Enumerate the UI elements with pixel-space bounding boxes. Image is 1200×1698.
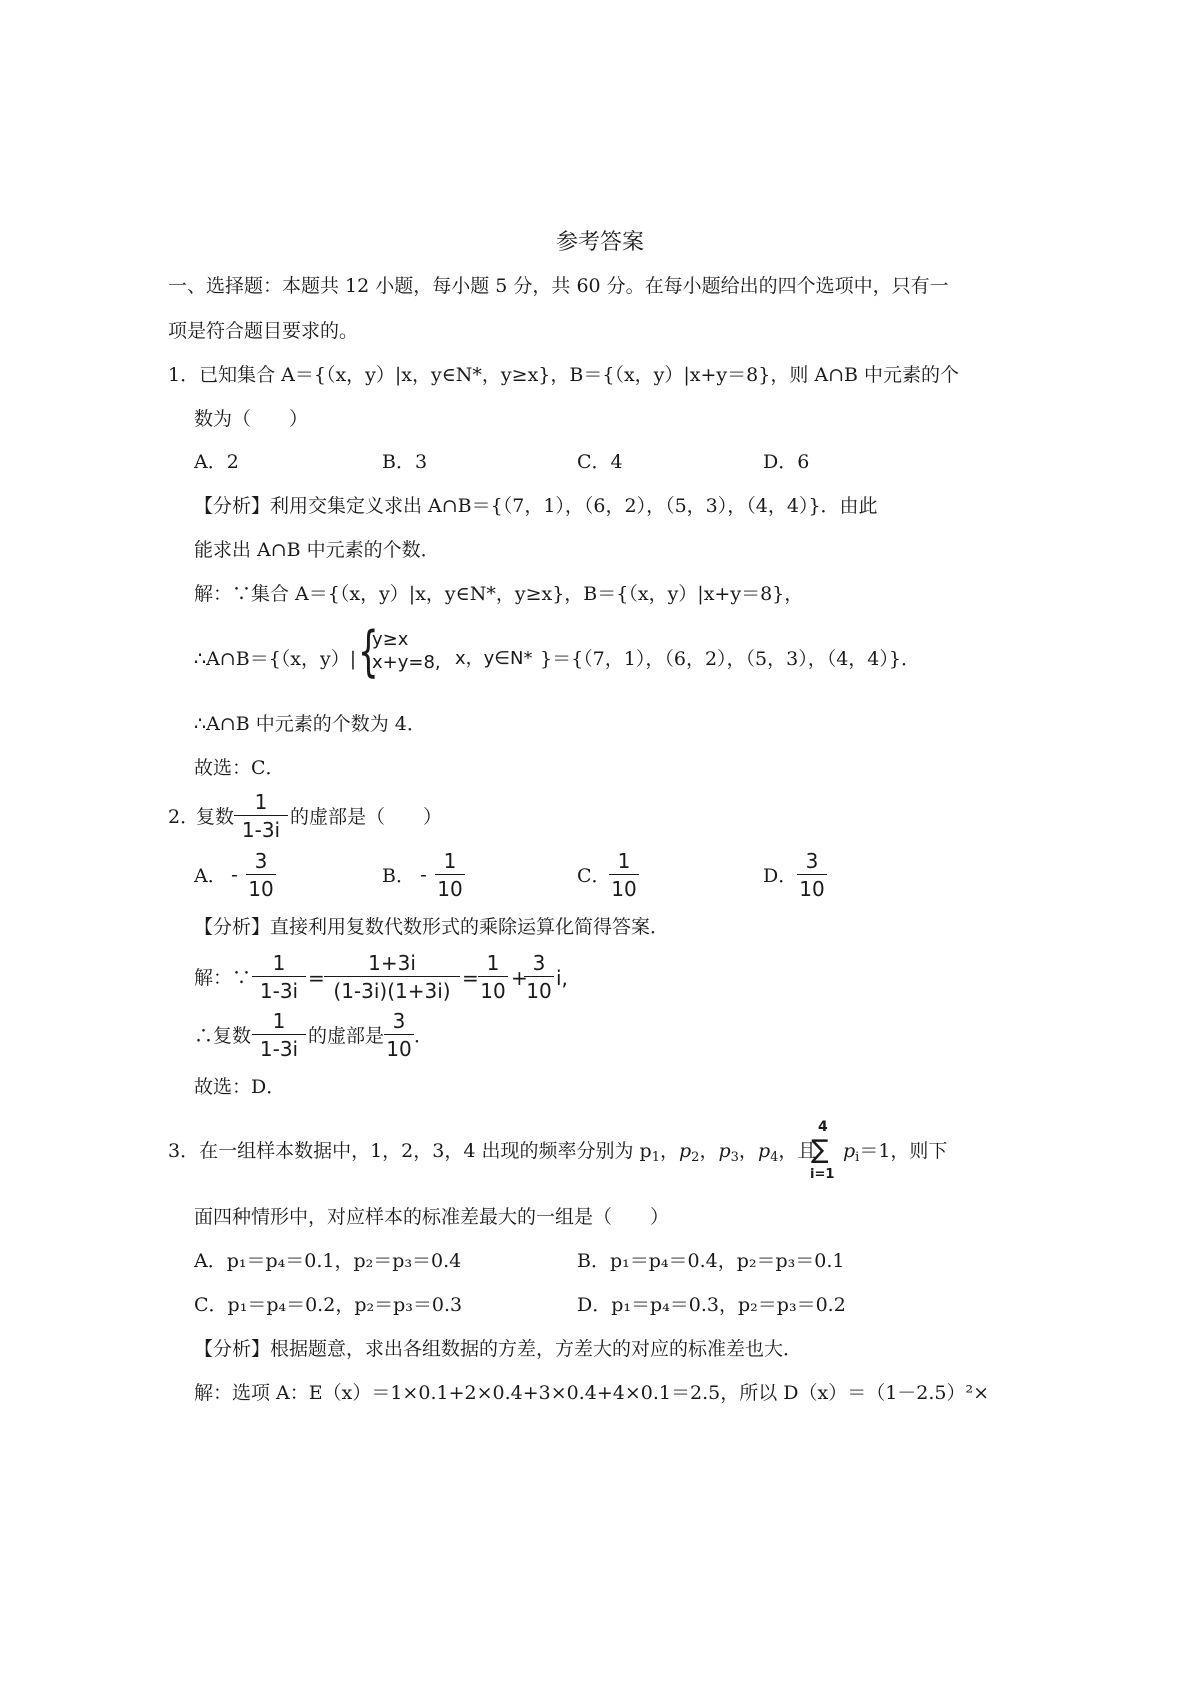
question-1-analysis-line2: 能求出 A∩B 中元素的个数． [194, 539, 440, 561]
equals-sign-1: = [308, 966, 325, 990]
question-2-option-a-sign: - [231, 864, 238, 886]
question-3-option-d: D．p₁＝p₄＝0.3，p₂＝p₃＝0.2 [577, 1294, 846, 1316]
system-bottom: x+y=8, [372, 651, 441, 673]
question-2-stem-prefix: 复数 [196, 806, 235, 828]
question-2-option-d-fraction: 3 10 [797, 851, 827, 899]
question-3-analysis: 【分析】根据题意，求出各组数据的方差，方差大的对应的标准差也大． [194, 1338, 803, 1360]
question-3-number: 3． [168, 1140, 200, 1162]
question-1-stem-line2: 数为（ ） [194, 408, 309, 430]
left-brace-icon: { [358, 620, 379, 683]
question-2-option-a-label: A． [194, 865, 227, 887]
imaginary-unit: i, [556, 966, 568, 990]
summation-lower-limit: i=1 [810, 1167, 835, 1182]
question-1-analysis-line1: 【分析】利用交集定义求出 A∩B＝{（7，1），（6，2），（5，3），（4，4）}．由此 [194, 495, 878, 517]
question-2-stem-fraction: 1 1-3i [234, 792, 288, 840]
question-3-stem-line1-end: $p_i=1$，则下 [843, 1140, 948, 1165]
question-3-stem-line2: 面四种情形中，对应样本的标准差最大的一组是（ ） [194, 1206, 670, 1228]
question-2-option-c-label: C． [577, 865, 611, 887]
question-3-stem-line1: 3．在一组样本数据中，1，2，3，4 出现的频率分别为 $p_1$，$p_2$，$p_3$，$p_4$，且 [168, 1140, 817, 1165]
page-title: 参考答案 [556, 230, 645, 255]
question-2-answer: 故选：D． [194, 1076, 286, 1098]
question-1-option-c: C．4 [577, 451, 623, 473]
section-header-line1: 一、选择题：本题共 12 小题，每小题 5 分，共 60 分。在每小题给出的四个选项中，只有一 [168, 275, 949, 297]
section-header-line2: 项是符合题目要求的。 [168, 320, 359, 342]
question-2-analysis: 【分析】直接利用复数代数形式的乘除运算化简得答案． [194, 916, 670, 938]
question-2-solution-line2-mid: 的虚部是 [308, 1025, 385, 1047]
question-2-stem-suffix: 的虚部是（ ） [290, 806, 443, 828]
question-2-option-a-fraction: 3 10 [246, 851, 276, 899]
solution-fraction-2: 1+3i (1-3i)(1+3i) [324, 953, 460, 1001]
question-3-solution: 解：选项 A：E（x）＝1×0.1+2×0.4+3×0.4+4×0.1＝2.5，所以 D（x）＝（1－2.5）²× [194, 1382, 990, 1404]
question-2-number: 2． [168, 806, 200, 828]
question-1-stem-line1: 1．已知集合 A＝{（x，y）|x，y∈N*，y≥x}，B＝{（x，y）|x+y＝8}，则 A∩B 中元素的个 [168, 364, 960, 386]
question-2-option-b-label: B． [382, 865, 415, 887]
solution-fraction-6: 3 10 [384, 1011, 414, 1059]
equals-sign-2: = [462, 966, 479, 990]
system-top: y≥x [372, 629, 409, 650]
question-1-solution-line3: ∴A∩B 中元素的个数为 4． [194, 713, 426, 735]
question-3-option-a: A．p₁＝p₄＝0.1，p₂＝p₃＝0.4 [194, 1250, 462, 1272]
question-2-option-b-fraction: 1 10 [435, 851, 465, 899]
question-1-option-b: B．3 [382, 451, 428, 473]
question-2-option-b-sign: - [420, 864, 427, 886]
solution-fraction-4: 3 10 [524, 953, 554, 1001]
question-3-option-c: C．p₁＝p₄＝0.2，p₂＝p₃＝0.3 [194, 1294, 463, 1316]
question-2-solution-line2-end: ． [414, 1025, 434, 1047]
question-2-solution-line2-prefix: ∴复数 [194, 1025, 252, 1047]
plus-sign: + [511, 966, 528, 990]
question-3-option-b: B．p₁＝p₄＝0.4，p₂＝p₃＝0.1 [577, 1250, 845, 1272]
inequality-system [372, 629, 441, 674]
solution-fraction-5: 1 1-3i [252, 1011, 306, 1059]
summation-icon: ∑ [811, 1135, 829, 1165]
question-2-option-d-label: D． [763, 865, 798, 887]
solution-fraction-1: 1 1-3i [252, 953, 306, 1001]
question-1-solution-line1: 解：∵集合 A＝{（x，y）|x，y∈N*，y≥x}，B＝{（x，y）|x+y＝8}， [194, 583, 804, 605]
question-2-option-c-fraction: 1 10 [609, 851, 639, 899]
question-1-number: 1． [168, 364, 200, 386]
question-1-solution-line2-result: }＝{（7，1），（6，2），（5，3），（4，4）}． [540, 648, 920, 670]
question-1-option-d: D．6 [763, 451, 810, 473]
system-condition: x，y∈N* [455, 648, 533, 669]
question-2-solution-prefix: 解：∵ [194, 967, 252, 989]
question-1-solution-line2-prefix: ∴A∩B＝{（x，y）| [194, 648, 357, 670]
solution-fraction-3: 1 10 [478, 953, 508, 1001]
question-1-answer: 故选：C． [194, 757, 285, 779]
question-1-option-a: A．2 [194, 451, 239, 473]
summation-upper-limit: 4 [818, 1119, 828, 1135]
